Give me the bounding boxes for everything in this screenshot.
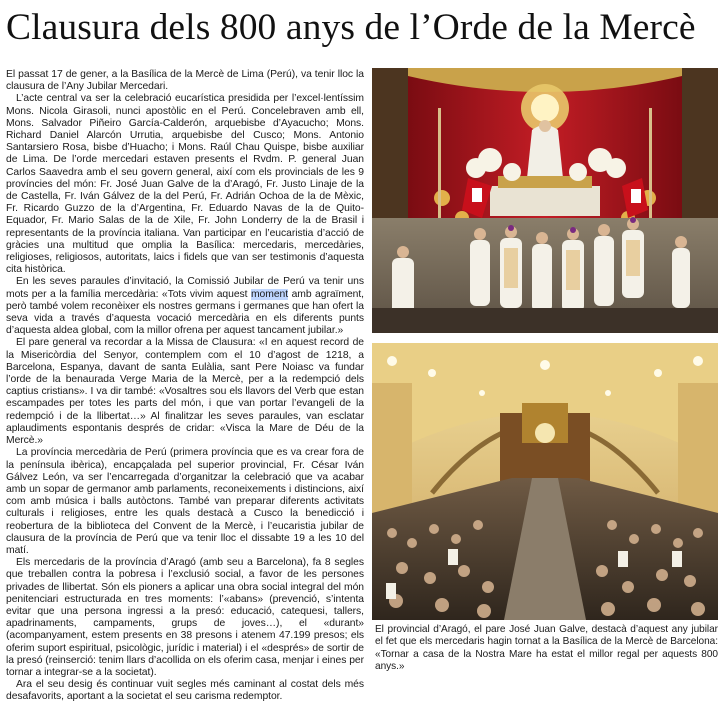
paragraph-3-start: En les seves paraules d’invitació, la Comissió Jubilar de Perú va tenir uns mots per a la família mercedària: «Tots vivim aquest	[6, 276, 364, 300]
headline: Clausura dels 800 anys de l’Orde de la Mercè	[6, 7, 696, 48]
paragraph-5: La província mercedària de Perú (primera província que es va crear fora de la península ibèrica), encapçalada pel superior provincial, Fr. César Iván Gálvez León, va ser l’encarregada d’organitzar la celebració que va acabar amb un sopar de germanor amb parlaments, reconeixements i distincions, així com amb música i balls autòctons. També van preparar diferents activitats culturals i religioses, entre les quals destacà a Cusco la benedicció i reobertura de la biblioteca del Convent de la Mercè, i l’eucaristia jubilar de clausura de la província de Perú que va tenir lloc el dissabte 19 a les 10 del matí.	[6, 447, 364, 556]
paragraph-7: Ara el seu desig és continuar vuit segles més caminant al costat dels més desafavorits, aportant a la societat el seu carisma redemptor.	[6, 679, 364, 703]
text-selection-highlight[interactable]: moment	[250, 288, 289, 300]
basilica-nave-photo	[372, 343, 718, 620]
paragraph-1: El passat 17 de gener, a la Basílica de la Mercè de Lima (Perú), va tenir lloc la clausura de l’Any Jubilar Mercedari.	[6, 69, 364, 93]
caption-text: El provincial d’Aragó, el pare José Juan Galve, destacà d’aquest any jubilar el fet que els mercedaris hagin tornat a la Basílica de la Mercè de Barcelona: «Tornar a casa de la Nostra Mare ha estat el millor regal per aquests 800 anys.»	[375, 624, 718, 673]
paragraph-4: El pare general va recordar a la Missa de Clausura: «I en aquest record de la Misericòrdia del Senyor, contemplem com el 10 d’agost de 1218, a Barcelona, Espanya, davant de santa Eulàlia, sant Pere Noiasc va fundar l’orde de la benaurada Verge Maria de la Mercè, per a la redempció dels captius cristians». I va dir també: «Vosaltres sou els llavors del Verb que estan escampades per totes les parts del món, i que van portar l’evangeli de la redempció i de la llibertat…» Al finalitzar les seves paraules, van esclatar aplaudiments espontanis després de cridar: «Visca la Mare de Déu de la Mercè.»	[6, 337, 364, 447]
paragraph-3-end: amb agraïment, però també volem reconèixer els nostres germans i germanes que han ofert la seva vida a través d’aquesta vocació mercedària en els diferents punts d’aquesta aldea global, com la millor ofrena per aquest tancament jubilar.»	[6, 288, 365, 337]
paragraph-3	[6, 276, 364, 337]
photo-caption	[375, 624, 718, 674]
paragraph-6: Els mercedaris de la província d’Aragó (amb seu a Barcelona), fa 8 segles que treballen contra la pobresa i l’exclusió social, a favor de les persones privades de llibertat. Són els pioners a aplicar una obra social integral del món penitenciari estructurada en tres moments: l’«abans» (prevenció, s’intenta evitar que una persona ingressi a la presó: educació, catequesi, tallers, apadrinaments, campaments, grups de joves…), el «durant» (acompanyament, estem presents en 38 presons i atenem 47.199 presos; els oferim suport espiritual, psicològic, jurídic i material) i el «després» de sortir de la presó (reinserció: tenim llars d’acollida on els oferim casa, menjar i eines per tornar a integrar-se a la societat).	[6, 557, 364, 678]
article-body	[6, 69, 364, 704]
altar-photo	[372, 68, 718, 333]
paragraph-2: L’acte central va ser la celebració eucarística presidida per l’excel·lentíssim Mons. Nicola Girasoli, nunci apostòlic en el Perú. Concelebraven amb ell, Mons. Salvador Piñeiro García-Calderón, arquebisbe d’Ayacucho; Mons. Richard Daniel Alarcón Urrutia, arquebisbe del Cusco; Mons. Antonio Santarsiero Rosa, bisbe d’Huacho; i Mons. Raúl Chau Quispe, bisbe auxiliar de Lima. De l’orde mercedari estaven presents el Rvdm. P. general Juan Carlos Saavedra amb el seu govern general, així com els provincials de les 9 províncies del món: Fr. José Juan Galve de la d’Aragó, Fr. Justo Linaje de la de Castella, Fr. Iván Gálvez de la del Perú, Fr. Adrián Ochoa de la de Mèxic, Fr. Ricardo Guzzo de la d’Argentina, Fr. Eduardo Navas de la de Quito-Equador, Fr. Mario Salas de la de Xile, Fr. John Londerry de la de Brasil i representants de la província italiana. Van participar en l’eucaristia d’acció de gràcies una multitud que omplia la Basílica: mercedaris, mercedàries, religioses, religiosos, autoritats, laics i fidels que van ser testimonis d’aquesta cita històrica.	[6, 93, 364, 276]
